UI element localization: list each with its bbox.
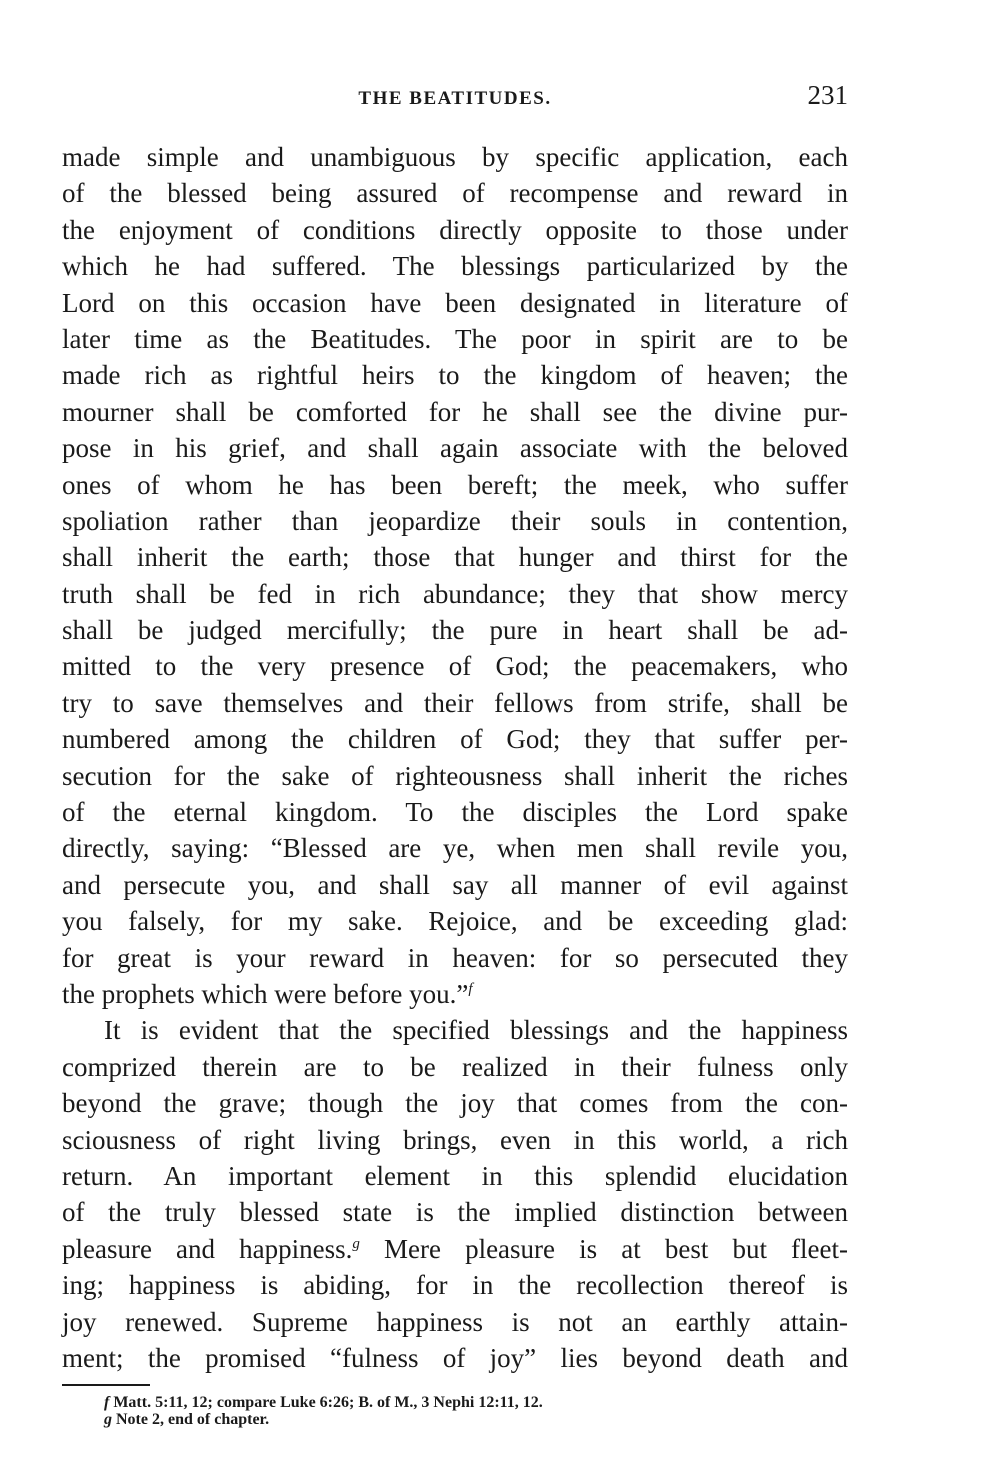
- footnote-g: [104, 1411, 804, 1428]
- text-line: Lord on this occasion have been designated in literature of: [62, 287, 848, 318]
- text-line: pose in his grief, and shall again associate with the beloved: [62, 433, 848, 464]
- text-line: try to save themselves and their fellows from strife, shall be: [62, 687, 848, 718]
- body-text: [62, 139, 848, 1376]
- text-line: shall be judged mercifully; the pure in heart shall be ad-: [62, 615, 848, 646]
- footnote-divider: [62, 1384, 150, 1386]
- footnote-mark: g: [104, 1411, 112, 1428]
- text-line: of the blessed being assured of recompense and reward in: [62, 178, 848, 209]
- footnote-text: Matt. 5:11, 12; compare Luke 6:26; B. of M., 3 Nephi 12:11, 12.: [113, 1394, 543, 1411]
- text-line-content: pleasure and happiness.: [62, 1233, 353, 1264]
- text-line: for great is your reward in heaven: for so persecuted they: [62, 942, 848, 973]
- running-head: THE BEATITUDES.: [358, 88, 552, 109]
- page-header: [62, 80, 848, 120]
- text-line: directly, saying: “Blessed are ye, when men shall revile you,: [62, 833, 848, 864]
- text-line: shall inherit the earth; those that hunger and thirst for the: [62, 542, 848, 573]
- text-line: [62, 976, 848, 1012]
- text-line: made rich as rightful heirs to the kingdom of heaven; the: [62, 360, 848, 391]
- text-line: spoliation rather than jeopardize their souls in contention,: [62, 505, 848, 536]
- text-line: ing; happiness is abiding, for in the recollection thereof is: [62, 1270, 848, 1301]
- text-line: later time as the Beatitudes. The poor in spirit are to be: [62, 323, 848, 354]
- footnote-text: Note 2, end of chapter.: [116, 1411, 270, 1428]
- text-line: [62, 1231, 848, 1267]
- footnote-mark: f: [104, 1394, 110, 1411]
- text-line: return. An important element in this splendid elucidation: [62, 1160, 848, 1191]
- text-line: and persecute you, and shall say all manner of evil against: [62, 869, 848, 900]
- text-line: mitted to the very presence of God; the peacemakers, who: [62, 651, 848, 682]
- text-line: ones of whom he has been bereft; the meek, who suffer: [62, 469, 848, 500]
- text-line-content: the prophets which were before you.”: [62, 978, 469, 1009]
- text-line: beyond the grave; though the joy that comes from the con-: [62, 1088, 848, 1119]
- footnotes: [104, 1394, 804, 1428]
- text-line: which he had suffered. The blessings particularized by the: [62, 251, 848, 282]
- text-line: secution for the sake of righteousness shall inherit the riches: [62, 760, 848, 791]
- text-line: It is evident that the specified blessings and the happiness: [104, 1015, 848, 1046]
- text-line: the enjoyment of conditions directly opposite to those under: [62, 214, 848, 245]
- text-line: made simple and unambiguous by specific application, each: [62, 142, 848, 172]
- text-line: truth shall be fed in rich abundance; they that show mercy: [62, 578, 848, 609]
- text-line: comprized therein are to be realized in their fulness only: [62, 1051, 848, 1082]
- footnote-ref-g: g: [352, 1235, 360, 1252]
- page-number: 231: [807, 80, 848, 110]
- text-line: ment; the promised “fulness of joy” lies beyond death and: [62, 1342, 848, 1373]
- text-line: sciousness of right living brings, even in this world, a rich: [62, 1124, 848, 1155]
- text-line-content: Mere pleasure is at best but fleet-: [384, 1233, 849, 1264]
- text-line: of the eternal kingdom. To the disciples the Lord spake: [62, 797, 848, 828]
- text-line: of the truly blessed state is the implied distinction between: [62, 1197, 848, 1228]
- text-line: joy renewed. Supreme happiness is not an earthly attain-: [62, 1306, 848, 1337]
- text-line: numbered among the children of God; they that suffer per-: [62, 724, 848, 755]
- footnote-ref-f: f: [468, 980, 473, 997]
- footnote-f: [104, 1394, 804, 1411]
- text-line: you falsely, for my sake. Rejoice, and be exceeding glad:: [62, 906, 848, 937]
- text-line: mourner shall be comforted for he shall see the divine pur-: [62, 396, 848, 427]
